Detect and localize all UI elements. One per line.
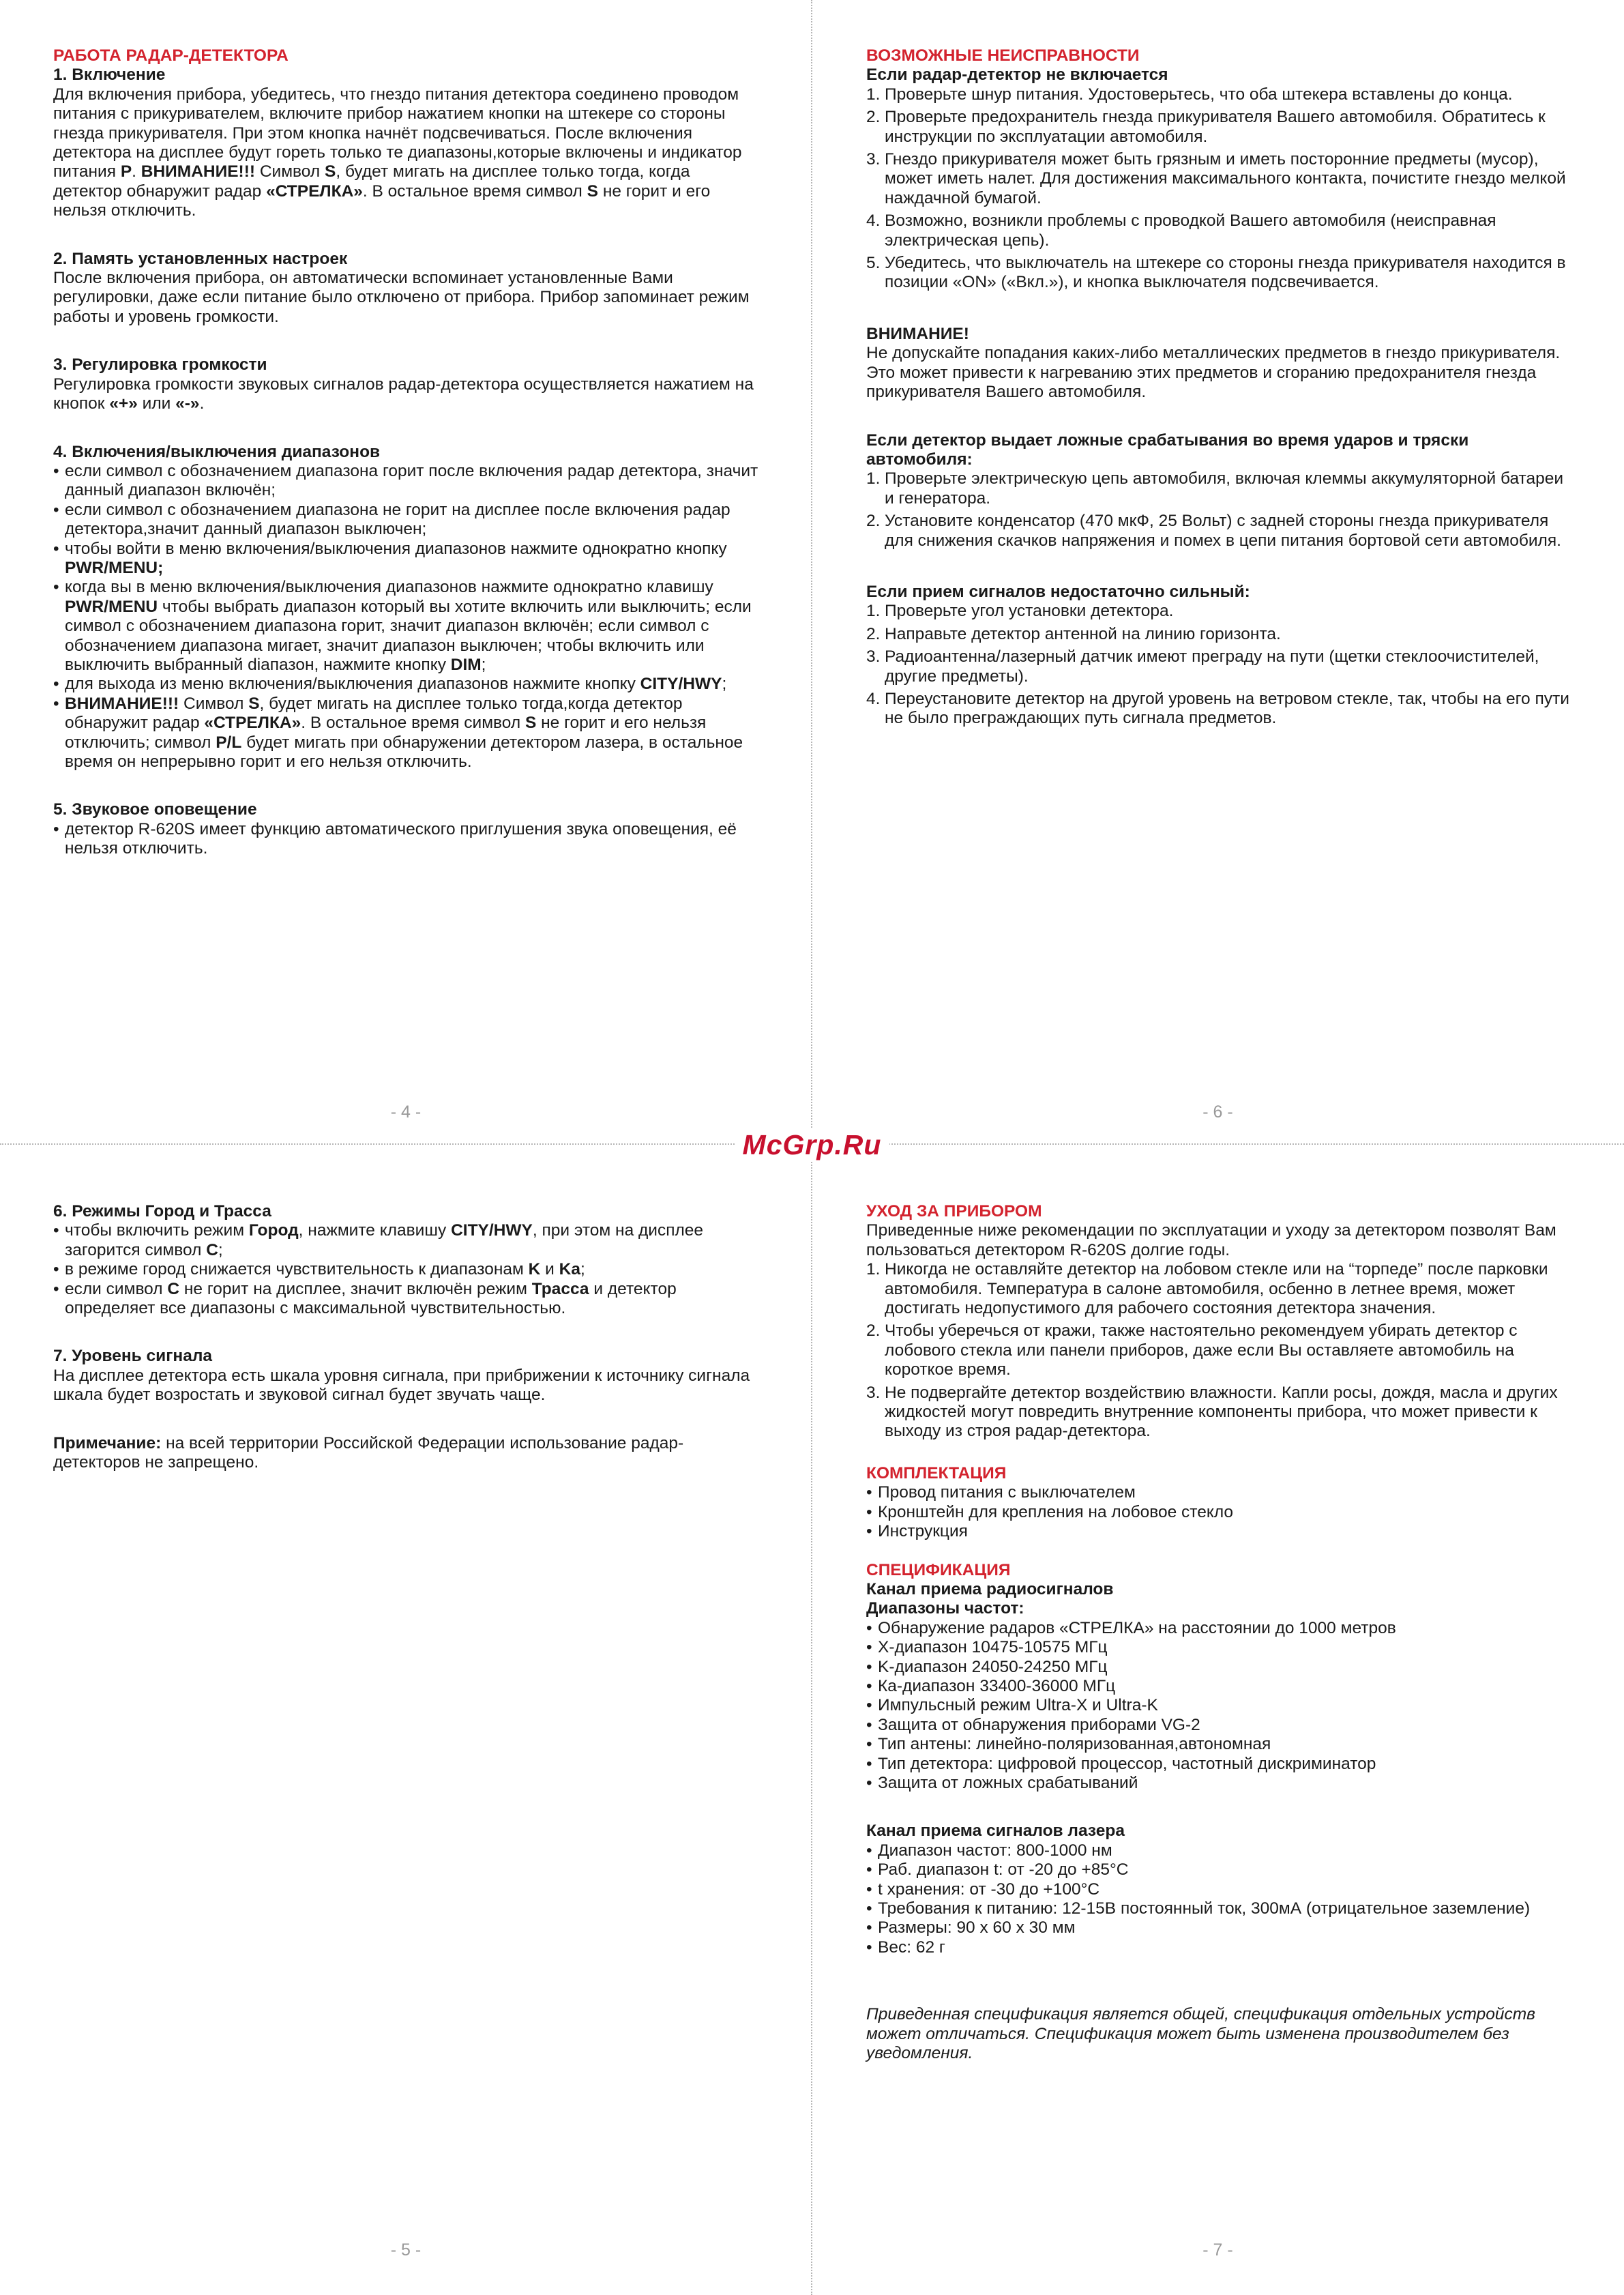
list-item: • ВНИМАНИЕ!!! Символ S, будет мигать на дисплее только тогда,когда детектор обнаружит радар «СТРЕЛКА». В остальное время символ S не горит и его нельзя отключить; символ P/L будет мигать при обнаружении детектором лазера, в остальное время он непрерывно горит и его нельзя отключить. [53, 695, 758, 772]
list-item [866, 690, 1571, 729]
list-item: • Размеры: 90 x 60 x 30 мм [866, 1918, 1571, 1938]
section-5-heading: 5. Звуковое оповещение [53, 800, 257, 819]
list-item-text: Не подвергайте детектор воздействию влажности. Капли росы, дождя, масла и других жидкостей могут повредить внутренние компоненты прибора, что может привести к выходу из строя радар-детектора. [885, 1383, 1558, 1441]
list-item-number: 1. [866, 469, 881, 488]
list-item: • Провод питания с выключателем [866, 1483, 1571, 1502]
list-item: • Раб. диапазон t: от -20 до +85°C [866, 1860, 1571, 1880]
section-3-text: Регулировка громкости звуковых сигналов радар-детектора осуществляется нажатием на кнопок «+» или «-». [53, 375, 754, 413]
list-item-text: Проверьте угол установки детектора. [885, 602, 1174, 621]
no-power-list [866, 85, 1571, 293]
list-item [866, 150, 1571, 208]
weak-signal-heading: Если прием сигналов недостаточно сильный: [866, 582, 1250, 601]
list-item: • для выхода из меню включения/выключения диапазонов нажмите кнопку CITY/HWY; [53, 675, 758, 694]
section-1-text: Для включения прибора, убедитесь, что гнездо питания детектора соединено проводом питания с прикуривателем, включите прибор нажатием кнопки на штекере со стороны гнезда прикуривателя. При этом кнопка начнёт подсвечиваться. После включения детектора на дисплее будут гореть только те диапазоны,которые включены и индикатор питания P. ВНИМАНИЕ!!! Символ S, будет мигать на дисплее только тогда, когда детектор обнаружит радар «СТРЕЛКА». В остальное время символ S не горит и его нельзя отключить. [53, 85, 742, 220]
list-item-number: 3. [866, 647, 881, 667]
list-item [866, 625, 1571, 644]
list-item: • Обнаружение радаров «СТРЕЛКА» на расстоянии до 1000 метров [866, 1619, 1571, 1638]
list-item-number: 2. [866, 108, 881, 127]
list-item [866, 85, 1571, 104]
list-item [866, 1321, 1571, 1379]
page-number: - 5 - [390, 2240, 422, 2260]
section-4-heading: 4. Включения/выключения диапазонов [53, 442, 381, 461]
list-item [866, 1260, 1571, 1318]
page-7 [812, 1141, 1624, 2295]
list-item [866, 512, 1571, 551]
list-item-text: Переустановите детектор на другой уровень на ветровом стекле, так, чтобы на его пути не было преграждающих путь сигнала предметов. [885, 689, 1569, 728]
list-item-text: Чтобы уберечься от кражи, также настоятельно рекомендуем убирать детектор с лобового стекла или панели приборов, даже если Вы оставляете автомобиль на короткое время. [885, 1321, 1518, 1379]
list-item-number: 4. [866, 211, 881, 231]
spec-disclaimer: Приведенная спецификация является общей, спецификация отдельных устройств может отличаться. Спецификация может быть изменена производителем без уведомления. [866, 2005, 1535, 2063]
list-item: • Тип детектора: цифровой процессор, частотный дискриминатор [866, 1755, 1571, 1774]
list-item: • Ка-диапазон 33400-36000 МГц [866, 1677, 1571, 1696]
list-item: • X-диапазон 10475-10575 МГц [866, 1638, 1571, 1657]
list-item: • Импульсный режим Ultra-X и Ultra-K [866, 1696, 1571, 1715]
list-item-number: 2. [866, 1321, 881, 1341]
list-item-text: Гнездо прикуривателя может быть грязным и иметь посторонние предметы (мусор), может иметь налет. Для достижения максимального контакта, почистите гнездо мелкой наждачной бумагой. [885, 150, 1566, 207]
list-item: • чтобы включить режим Город, нажмите клавишу CITY/HWY, при этом на дисплее загорится символ C; [53, 1221, 758, 1260]
list-item-number: 2. [866, 624, 881, 643]
list-item-number: 2. [866, 512, 881, 531]
list-item: • t хранения: от -30 до +100°C [866, 1880, 1571, 1899]
page-number: - 7 - [1202, 2240, 1233, 2260]
list-item: • Вес: 62 г [866, 1938, 1571, 1957]
list-item-number: 1. [866, 602, 881, 621]
list-item [866, 469, 1571, 508]
section-5-list [53, 820, 758, 859]
kit-title: КОМПЛЕКТАЦИЯ [866, 1463, 1007, 1482]
frequency-bands-heading: Диапазоны частот: [866, 1599, 1024, 1618]
list-item [866, 1384, 1571, 1442]
section-3-heading: 3. Регулировка громкости [53, 355, 267, 375]
section-2-text: После включения прибора, он автоматически вспоминает установленные Вами регулировки, даже если питание было отключено от прибора. Прибор запоминает режим работы и уровень громкости. [53, 269, 750, 326]
list-item-text: Радиоантенна/лазерный датчик имеют преграду на пути (щетки стеклоочистителей, другие предметы). [885, 647, 1539, 686]
section-2-heading: 2. Память установленных настроек [53, 249, 348, 268]
watermark-brand-text: McGrp.Ru [735, 1129, 890, 1160]
list-item-text: Проверьте предохранитель гнезда прикуривателя Вашего автомобиля. Обратитесь к инструкции по эксплуатации автомобиля. [885, 108, 1546, 146]
page-6 [812, 0, 1624, 1141]
list-item-number: 1. [866, 1260, 881, 1279]
section-4-list [53, 462, 758, 772]
list-item: • Требования к питанию: 12-15В постоянный ток, 300мА (отрицательное заземление) [866, 1899, 1571, 1918]
care-intro: Приведенные ниже рекомендации по эксплуатации и уходу за детектором позволят Вам пользоваться детектором R-620S долгие годы. [866, 1221, 1556, 1259]
list-item: • Защита от ложных срабатываний [866, 1774, 1571, 1793]
list-item-number: 1. [866, 85, 881, 104]
list-item-number: 4. [866, 689, 881, 708]
list-item-text: Проверьте шнур питания. Удостоверьтесь, что оба штекера вставлены до конца. [885, 85, 1513, 104]
section-6-heading: 6. Режимы Город и Трасса [53, 1202, 271, 1220]
list-item-text: Возможно, возникли проблемы с проводкой Вашего автомобиля (неисправная электрическая цепь). [885, 211, 1496, 250]
list-item: • чтобы войти в меню включения/выключения диапазонов нажмите однократно кнопку PWR/MENU; [53, 540, 758, 579]
list-item [866, 108, 1571, 147]
page-4 [0, 0, 812, 1141]
list-item-number: 3. [866, 150, 881, 169]
radio-spec-list [866, 1619, 1571, 1794]
list-item-text: Убедитесь, что выключатель на штекере со стороны гнезда прикуривателя находится в позиции «ON» («Вкл.»), и кнопка выключателя подсвечивается. [885, 254, 1566, 292]
weak-signal-list [866, 602, 1571, 728]
list-item: • Кронштейн для крепления на лобовое стекло [866, 1503, 1571, 1522]
section-6-list [53, 1221, 758, 1318]
laser-channel-heading: Канал приема сигналов лазера [866, 1822, 1125, 1841]
list-item: • если символ с обозначением диапазона горит после включения радар детектора, значит данный диапазон включён; [53, 462, 758, 501]
list-item [866, 254, 1571, 293]
kit-list [866, 1483, 1571, 1541]
list-item: • если символ с обозначением диапазона не горит на дисплее после включения радар детектора,значит данный диапазон выключен; [53, 501, 758, 540]
list-item-text: Никогда не оставляйте детектор на лобовом стекле или на “торпеде” после парковки автомобиля. Температура в салоне автомобиля, осбенно в летнее время, может достигать недопустимого для рабочего состояния детектора значения. [885, 1260, 1548, 1318]
warning-heading: ВНИМАНИЕ! [866, 324, 969, 343]
list-item: • в режиме город снижается чувствительность к диапазонам K и Ka; [53, 1260, 758, 1279]
list-item: • Инструкция [866, 1522, 1571, 1541]
list-item-number: 5. [866, 254, 881, 273]
false-alarm-list [866, 469, 1571, 551]
list-item: • Тип антены: линейно-поляризованная,автономная [866, 1735, 1571, 1754]
list-item [866, 602, 1571, 621]
page-6-title: ВОЗМОЖНЫЕ НЕИСПРАВНОСТИ [866, 46, 1140, 65]
list-item-number: 3. [866, 1383, 881, 1402]
no-power-heading: Если радар-детектор не включается [866, 65, 1168, 85]
note-text: Примечание: на всей территории Российской Федерации использование радар-детекторов не запрещено. [53, 1433, 684, 1472]
list-item: • если символ C не горит на дисплее, значит включён режим Трасса и детектор определяет все диапазоны с максимальной чувствительностью. [53, 1280, 758, 1319]
care-title: УХОД ЗА ПРИБОРОМ [866, 1202, 1042, 1220]
list-item: • K-диапазон 24050-24250 МГц [866, 1658, 1571, 1677]
false-alarm-heading: Если детектор выдает ложные срабатывания во время ударов и тряски автомобиля: [866, 430, 1469, 469]
list-item: • Диапазон частот: 800-1000 нм [866, 1841, 1571, 1860]
list-item [866, 211, 1571, 250]
list-item: • детектор R-620S имеет функцию автоматического приглушения звука оповещения, её нельзя отключить. [53, 820, 758, 859]
radio-channel-heading: Канал приема радиосигналов [866, 1579, 1114, 1598]
section-7-text: На дисплее детектора есть шкала уровня сигнала, при прибрижении к источнику сигнала шкала будет возростать и звуковой сигнал будет звучать чаще. [53, 1366, 750, 1405]
page-number: - 4 - [390, 1102, 422, 1122]
spec-title: СПЕЦИФИКАЦИЯ [866, 1560, 1011, 1579]
page-number: - 6 - [1202, 1102, 1233, 1122]
list-item: • Защита от обнаружения приборами VG-2 [866, 1716, 1571, 1735]
list-item-text: Установите конденсатор (470 мкФ, 25 Вольт) с задней стороны гнезда прикуривателя для снижения скачков напряжения и помех в цепи питания бортовой сети автомобиля. [885, 512, 1561, 550]
page-4-title: РАБОТА РАДАР-ДЕТЕКТОРА [53, 46, 289, 65]
warning-text: Не допускайте попадания каких-либо металлических предметов в гнездо прикуривателя. Это может привести к нагреванию этих предметов и сгоранию предохранителя гнезда прикуривателя Вашего автомобиля. [866, 344, 1561, 402]
list-item [866, 647, 1571, 686]
section-1-heading: 1. Включение [53, 65, 166, 85]
section-7-heading: 7. Уровень сигнала [53, 1347, 213, 1366]
list-item: • когда вы в меню включения/выключения диапазонов нажмите однократно клавишу PWR/MENU чтобы выбрать диапазон который вы хотите включить или выключить; если символ с обозначением диапазона горит, значит диапазон включён; если символ с обозначением диапазона мигает, значит диапазон выключен; чтобы включить или выключить выбранный diапазон, нажмите кнопку DIM; [53, 578, 758, 675]
page-5 [0, 1141, 812, 2295]
care-list [866, 1260, 1571, 1442]
laser-spec-list [866, 1841, 1571, 1957]
list-item-text: Проверьте электрическую цепь автомобиля, включая клеммы аккумуляторной батареи и генератора. [885, 469, 1564, 508]
list-item-text: Направьте детектор антенной на линию горизонта. [885, 624, 1281, 643]
